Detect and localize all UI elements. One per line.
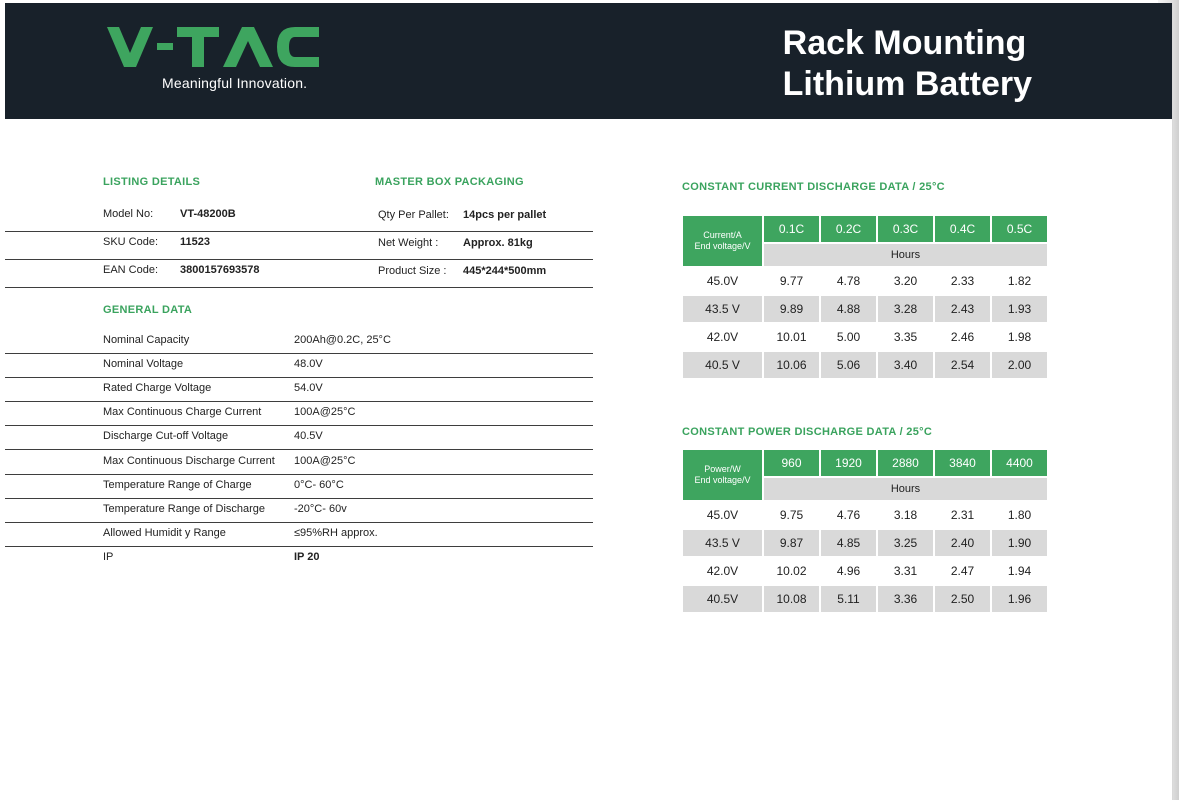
general-row bbox=[5, 377, 593, 402]
general-value: ≤95%RH approx. bbox=[294, 527, 378, 539]
listing-value: 11523 bbox=[180, 236, 210, 248]
title-line-1: Rack Mounting bbox=[782, 24, 1027, 62]
table-cell: 10.02 bbox=[776, 564, 807, 578]
table-cell: 3.18 bbox=[893, 508, 918, 522]
table-corner-header bbox=[683, 216, 762, 266]
table-cell: 4.78 bbox=[836, 274, 861, 288]
column-header: 1920 bbox=[821, 450, 876, 476]
packaging-label: Product Size : bbox=[378, 265, 447, 277]
table-cell: 1.82 bbox=[1007, 274, 1032, 288]
general-row bbox=[5, 546, 593, 570]
general-data-heading: GENERAL DATA bbox=[103, 304, 193, 316]
general-value: 54.0V bbox=[294, 382, 323, 394]
general-label: Nominal Capacity bbox=[103, 334, 190, 346]
general-label: Max Continuous Discharge Current bbox=[103, 455, 275, 467]
vtac-logo bbox=[105, 25, 320, 69]
general-row bbox=[5, 425, 593, 450]
general-row bbox=[5, 498, 593, 523]
general-row bbox=[5, 450, 593, 475]
table-cell: 2.50 bbox=[935, 586, 990, 612]
unit-row: Hours bbox=[764, 478, 1047, 500]
row-voltage: 43.5 V bbox=[683, 530, 762, 556]
corner-line-2: End voltage/V bbox=[694, 241, 751, 251]
listing-label: SKU Code: bbox=[103, 236, 159, 248]
table-cell: 2.43 bbox=[935, 296, 990, 322]
master-box-heading: MASTER BOX PACKAGING bbox=[375, 176, 524, 188]
table-cell: 3.36 bbox=[878, 586, 933, 612]
table-cell: 1.80 bbox=[1007, 508, 1032, 522]
table-cell: 2.46 bbox=[950, 330, 975, 344]
table-row bbox=[683, 502, 1047, 528]
packaging-label: Net Weight : bbox=[378, 237, 439, 249]
table-cell: 10.01 bbox=[776, 330, 807, 344]
corner-line-1: Power/W bbox=[704, 464, 741, 474]
table-cell: 3.35 bbox=[893, 330, 918, 344]
table-cell: 3.25 bbox=[878, 530, 933, 556]
general-row bbox=[5, 522, 593, 547]
brand-tagline: Meaningful Innovation. bbox=[162, 75, 308, 91]
column-header: 0.2C bbox=[821, 216, 876, 242]
table-cell: 4.85 bbox=[821, 530, 876, 556]
general-label: Allowed Humidit y Range bbox=[103, 527, 226, 539]
table-row bbox=[683, 586, 1047, 612]
listing-details-heading: LISTING DETAILS bbox=[103, 176, 201, 188]
table-cell: 1.90 bbox=[992, 530, 1047, 556]
row-voltage: 43.5 V bbox=[683, 296, 762, 322]
table-cell: 2.00 bbox=[992, 352, 1047, 378]
row-voltage: 42.0V bbox=[706, 330, 739, 344]
listing-label: EAN Code: bbox=[103, 264, 159, 276]
current-discharge-table bbox=[681, 214, 1049, 380]
general-value: 100A@25°C bbox=[294, 455, 356, 467]
general-value: 48.0V bbox=[294, 358, 323, 370]
row-voltage: 40.5 V bbox=[683, 352, 762, 378]
column-header: 0.5C bbox=[992, 216, 1047, 242]
power-discharge-heading: CONSTANT POWER DISCHARGE DATA / 25°C bbox=[682, 426, 933, 438]
table-row bbox=[683, 558, 1047, 584]
table-row bbox=[683, 296, 1047, 322]
listing-label: Model No: bbox=[103, 208, 154, 220]
table-cell: 10.06 bbox=[764, 352, 819, 378]
general-label: Discharge Cut-off Voltage bbox=[103, 430, 229, 442]
column-header: 0.3C bbox=[878, 216, 933, 242]
general-value: 0°C- 60°C bbox=[294, 479, 344, 491]
table-cell: 1.94 bbox=[1007, 564, 1032, 578]
listing-row bbox=[5, 203, 593, 232]
unit-row: Hours bbox=[764, 244, 1047, 266]
table-cell: 5.00 bbox=[836, 330, 861, 344]
general-row bbox=[5, 474, 593, 499]
packaging-label: Qty Per Pallet: bbox=[378, 209, 449, 221]
current-discharge-heading: CONSTANT CURRENT DISCHARGE DATA / 25°C bbox=[682, 181, 945, 193]
table-cell: 2.40 bbox=[935, 530, 990, 556]
general-row bbox=[5, 353, 593, 378]
column-header: 0.4C bbox=[935, 216, 990, 242]
table-cell: 10.08 bbox=[764, 586, 819, 612]
vtac-logo-mark bbox=[105, 25, 320, 69]
table-row bbox=[683, 268, 1047, 294]
table-cell: 3.31 bbox=[893, 564, 918, 578]
table-cell: 1.98 bbox=[1007, 330, 1032, 344]
page-title bbox=[783, 23, 1032, 105]
row-voltage: 42.0V bbox=[706, 564, 739, 578]
packaging-value: Approx. 81kg bbox=[463, 237, 533, 249]
table-cell: 2.47 bbox=[950, 564, 975, 578]
corner-line-1: Current/A bbox=[703, 230, 742, 240]
table-cell: 9.75 bbox=[779, 508, 804, 522]
listing-row bbox=[5, 231, 593, 260]
general-row bbox=[5, 401, 593, 426]
table-cell: 3.28 bbox=[878, 296, 933, 322]
table-cell: 5.11 bbox=[821, 586, 876, 612]
column-header: 4400 bbox=[992, 450, 1047, 476]
title-line-2: Lithium Battery bbox=[782, 65, 1032, 103]
row-voltage: 40.5V bbox=[683, 586, 762, 612]
general-label: Temperature Range of Charge bbox=[103, 479, 252, 491]
column-header: 960 bbox=[764, 450, 819, 476]
table-cell: 2.31 bbox=[950, 508, 975, 522]
listing-value: VT-48200B bbox=[180, 208, 236, 220]
listing-row bbox=[5, 259, 593, 288]
column-header: 0.1C bbox=[764, 216, 819, 242]
table-cell: 9.89 bbox=[764, 296, 819, 322]
table-cell: 1.96 bbox=[992, 586, 1047, 612]
general-label: Max Continuous Charge Current bbox=[103, 406, 262, 418]
table-row bbox=[683, 352, 1047, 378]
general-label: Temperature Range of Discharge bbox=[103, 503, 266, 515]
table-corner-header bbox=[683, 450, 762, 500]
table-cell: 4.76 bbox=[836, 508, 861, 522]
general-value: 40.5V bbox=[294, 430, 323, 442]
power-discharge-table bbox=[681, 448, 1049, 614]
general-label: Nominal Voltage bbox=[103, 358, 184, 370]
table-row bbox=[683, 530, 1047, 556]
table-cell: 3.40 bbox=[878, 352, 933, 378]
table-cell: 9.87 bbox=[764, 530, 819, 556]
general-value: 100A@25°C bbox=[294, 406, 356, 418]
packaging-value: 14pcs per pallet bbox=[463, 209, 547, 221]
table-cell: 3.20 bbox=[893, 274, 918, 288]
row-voltage: 45.0V bbox=[706, 508, 739, 522]
general-value: -20°C- 60v bbox=[294, 503, 347, 515]
column-header: 3840 bbox=[935, 450, 990, 476]
table-cell: 4.96 bbox=[836, 564, 861, 578]
general-value: 200Ah@0.2C, 25°C bbox=[294, 334, 391, 346]
table-row bbox=[683, 324, 1047, 350]
header-banner bbox=[5, 3, 1172, 119]
listing-value: 3800157693578 bbox=[180, 264, 260, 276]
table-cell: 2.54 bbox=[935, 352, 990, 378]
general-row bbox=[5, 329, 593, 354]
column-header: 2880 bbox=[878, 450, 933, 476]
general-label: Rated Charge Voltage bbox=[103, 382, 212, 394]
table-cell: 4.88 bbox=[821, 296, 876, 322]
row-voltage: 45.0V bbox=[706, 274, 739, 288]
general-label: IP bbox=[103, 551, 114, 563]
general-value: IP 20 bbox=[294, 551, 320, 563]
table-cell: 9.77 bbox=[779, 274, 804, 288]
table-cell: 2.33 bbox=[950, 274, 975, 288]
packaging-value: 445*244*500mm bbox=[463, 265, 547, 277]
corner-line-2: End voltage/V bbox=[694, 475, 751, 485]
table-cell: 5.06 bbox=[821, 352, 876, 378]
table-cell: 1.93 bbox=[992, 296, 1047, 322]
